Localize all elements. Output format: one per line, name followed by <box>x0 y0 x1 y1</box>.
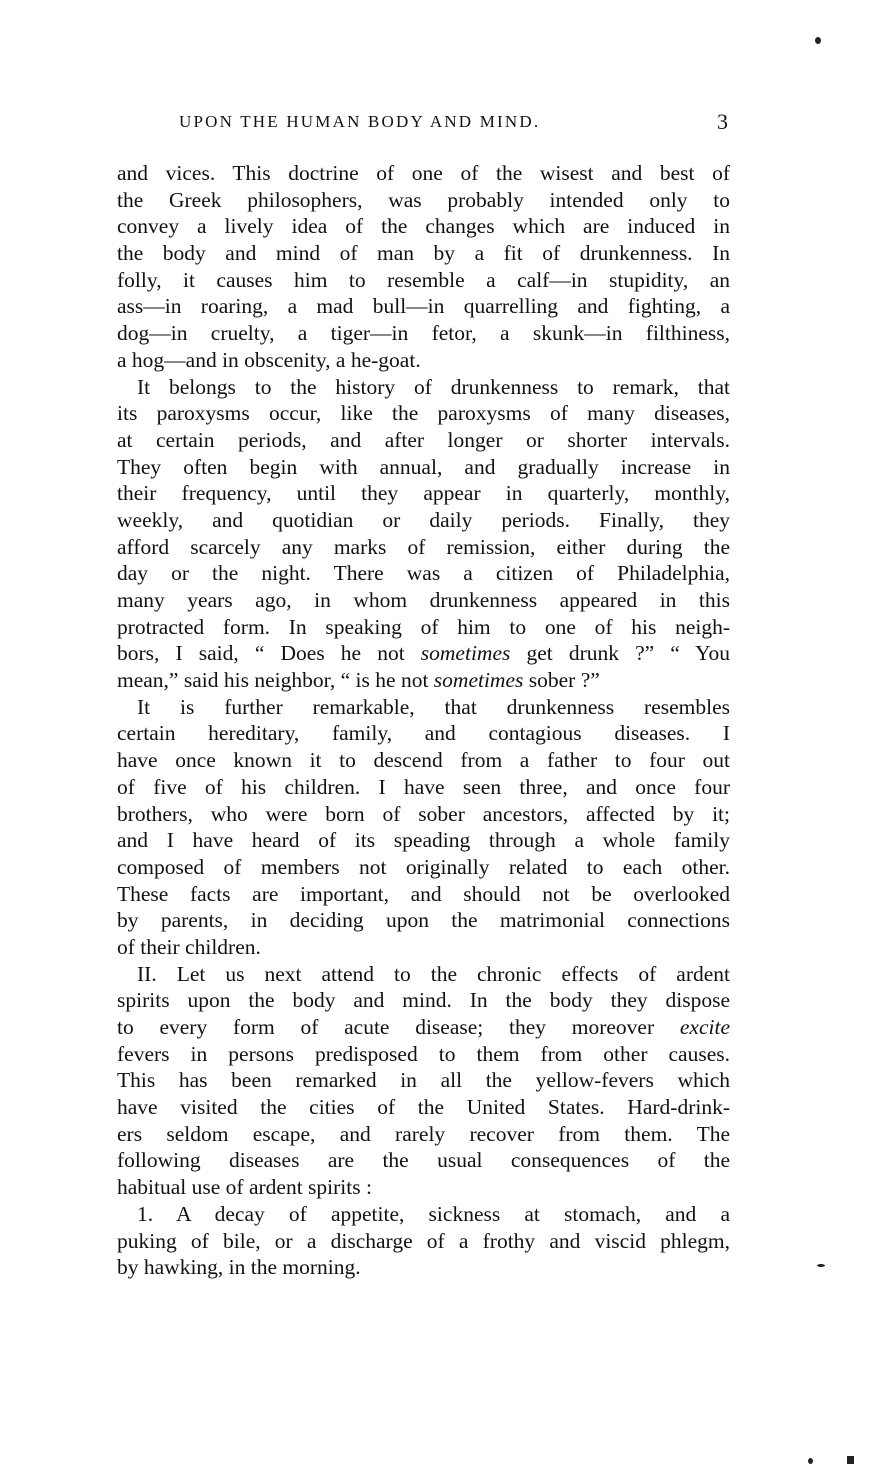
text-line: It belongs to the history of drunkenness to remark, that <box>137 374 730 399</box>
text-line: of five of his children. I have seen three, and once four <box>117 774 730 799</box>
text-line: the body and mind of man by a fit of drunkenness. In <box>117 241 730 266</box>
text-line: of their children. <box>117 934 261 959</box>
text-line: by hawking, in the morning. <box>117 1255 361 1280</box>
text-line: and vices. This doctrine of one of the wisest and best of <box>117 161 730 185</box>
paragraph <box>117 374 730 694</box>
text-line: habitual use of ardent spirits : <box>117 1175 372 1200</box>
text-line: It is further remarkable, that drunkenness resembles <box>137 694 730 719</box>
text-line: folly, it causes him to resemble a calf—in stupidity, an <box>117 267 730 292</box>
text-line: They often begin with annual, and gradually increase in <box>117 454 730 479</box>
text-line: and I have heard of its speading through a whole family <box>117 828 730 853</box>
text-line: spirits upon the body and mind. In the body they dispose <box>117 988 730 1013</box>
text-line: brothers, who were born of sober ancestors, affected by it; <box>117 801 730 826</box>
text-line: This has been remarked in all the yellow-fevers which <box>117 1068 730 1093</box>
text-line: a hog—and in obscenity, a he-goat. <box>117 347 421 372</box>
scan-speck <box>817 1264 825 1267</box>
scan-speck <box>808 1458 813 1464</box>
text-line: II. Let us next attend to the chronic effects of ardent <box>137 961 730 986</box>
text-line: 1. A decay of appetite, sickness at stomach, and a <box>137 1201 730 1226</box>
text-line: many years ago, in whom drunkenness appeared in this <box>117 588 730 612</box>
text-line: their frequency, until they appear in quarterly, monthly, <box>117 481 730 506</box>
paragraph <box>117 694 730 961</box>
italic-text: excite <box>679 1015 730 1039</box>
text-line: These facts are important, and should not be overlooked <box>117 881 730 906</box>
text-segment: to every form of acute disease; they moreover <box>117 1015 680 1039</box>
scan-speck <box>815 37 821 44</box>
page-header <box>117 109 730 140</box>
text-line: afford scarcely any marks of remission, either during the <box>117 534 730 559</box>
text-line: protracted form. In speaking of him to one of his neigh- <box>117 614 730 639</box>
paragraph <box>117 1201 730 1281</box>
text-segment: sober ?” <box>523 668 600 693</box>
text-line: ass—in roaring, a mad bull—in quarrelling and fighting, a <box>117 294 730 319</box>
text-line: day or the night. There was a citizen of Philadelphia, <box>117 561 730 586</box>
text-segment: mean,” said his neighbor, “ is he not <box>117 668 434 693</box>
paragraph <box>117 160 730 374</box>
text-line: puking of bile, or a discharge of a frothy and viscid phlegm, <box>117 1228 730 1253</box>
text-line: fevers in persons predisposed to them from other causes. <box>117 1041 730 1066</box>
text-line: weekly, and quotidian or daily periods. Finally, they <box>117 507 730 532</box>
paragraph <box>117 961 730 1201</box>
text-line: its paroxysms occur, like the paroxysms of many diseases, <box>117 401 730 426</box>
running-title: UPON THE HUMAN BODY AND MIND. <box>179 112 541 131</box>
text-line: have once known it to descend from a father to four out <box>117 748 730 773</box>
italic-text: sometimes <box>433 668 524 693</box>
text-line: certain hereditary, family, and contagious diseases. I <box>117 721 730 746</box>
italic-text: sometimes <box>420 641 511 666</box>
text-line <box>117 640 730 667</box>
text-line: ers seldom escape, and rarely recover from them. The <box>117 1121 730 1146</box>
text-line: by parents, in deciding upon the matrimonial connections <box>117 908 730 933</box>
body-text <box>117 160 730 1281</box>
text-line <box>117 667 730 694</box>
text-line: the Greek philosophers, was probably intended only to <box>117 187 730 212</box>
scan-speck <box>847 1456 854 1464</box>
page-number: 3 <box>717 109 728 134</box>
text-segment: bors, I said, “ Does he not <box>117 641 421 666</box>
text-line: have visited the cities of the United States. Hard-drink- <box>117 1095 730 1120</box>
text-line <box>117 1014 730 1041</box>
text-line: following diseases are the usual consequences of the <box>117 1148 730 1173</box>
text-line: dog—in cruelty, a tiger—in fetor, a skunk—in filthiness, <box>117 321 730 346</box>
text-line: convey a lively idea of the changes which are induced in <box>117 214 730 239</box>
text-line: composed of members not originally related to each other. <box>117 854 730 879</box>
text-line: at certain periods, and after longer or shorter intervals. <box>117 427 730 452</box>
text-segment: get drunk ?” “ You <box>510 641 730 666</box>
